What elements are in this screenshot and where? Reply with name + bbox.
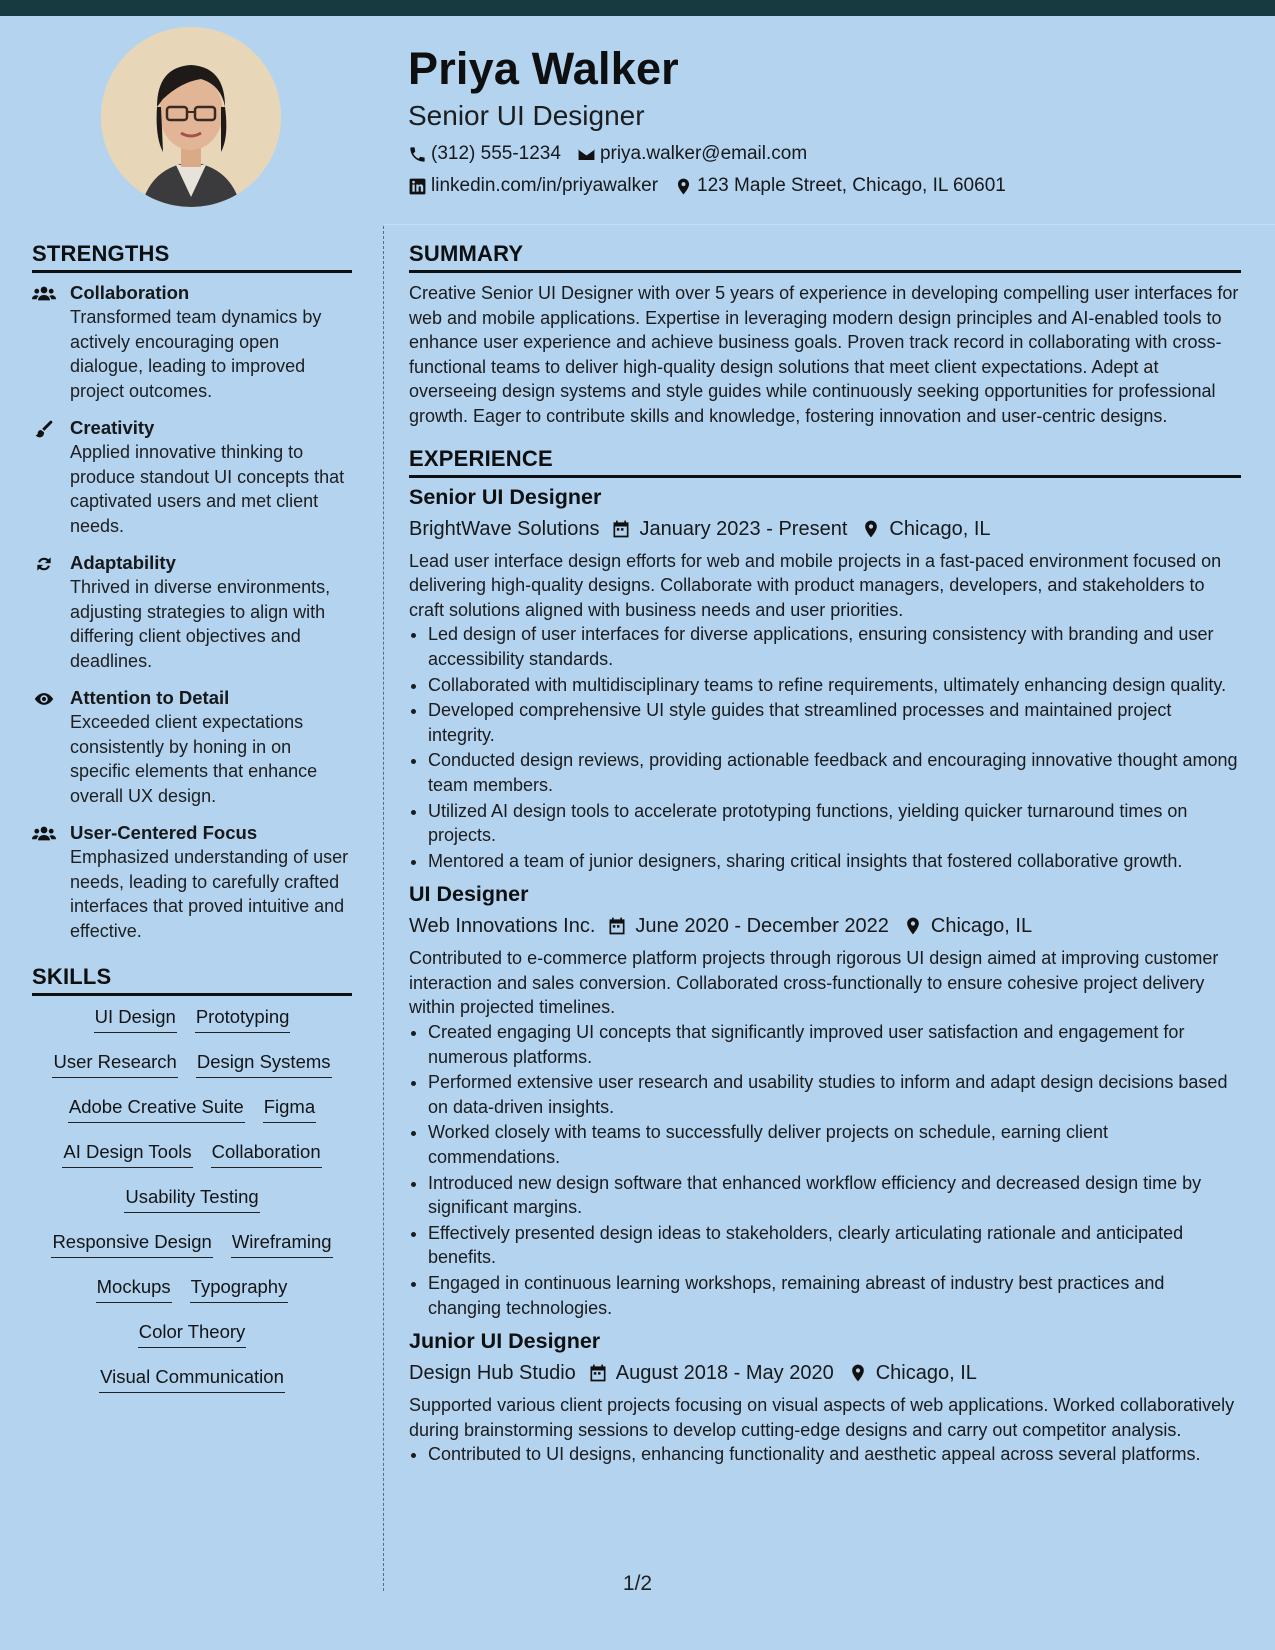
eye-icon [32, 686, 70, 808]
page-number: 1/2 [622, 1572, 653, 1595]
phone-text: (312) 555-1234 [431, 143, 561, 164]
strength-name: User-Centered Focus [70, 822, 258, 843]
strength-name: Creativity [70, 417, 155, 438]
profile-photo [101, 27, 281, 207]
skill-tag: Design Systems [196, 1049, 332, 1078]
job-bullet: • Performed extensive user research and usability studies to inform and adapt design decisions based on data-driven insights. [428, 1070, 1241, 1119]
candidate-title: Senior UI Designer [408, 100, 645, 131]
strength-item [32, 686, 352, 808]
right-column [409, 238, 1241, 1473]
job-bullet: • Conducted design reviews, providing actionable feedback and encouraging innovative thought among team members. [428, 748, 1241, 797]
experience-heading: EXPERIENCE [409, 443, 1241, 478]
job-dates-item [611, 512, 847, 546]
users-icon [32, 821, 70, 943]
job-bullet: • Introduced new design software that enhanced workflow efficiency and decreased design time by significant margins. [428, 1171, 1241, 1220]
skill-tag: Prototyping [195, 1004, 291, 1033]
job-entry [409, 482, 1241, 874]
job-location: Chicago, IL [889, 517, 991, 540]
skill-tag: Usability Testing [124, 1184, 259, 1213]
strength-description: Transformed team dynamics by actively encouraging open dialogue, leading to improved project outcomes. [70, 307, 322, 401]
resume-header [408, 40, 1248, 202]
skill-row [32, 1319, 352, 1364]
strength-item [32, 416, 352, 538]
envelope-icon [577, 145, 596, 164]
job-bullet: • Worked closely with teams to successfully deliver projects on schedule, earning client commendations. [428, 1120, 1241, 1169]
job-bullet: • Mentored a team of junior designers, sharing critical insights that fostered collaborative growth. [428, 849, 1241, 874]
column-divider [383, 226, 384, 1591]
address-text: 123 Maple Street, Chicago, IL 60601 [697, 175, 1006, 196]
strengths-heading: STRENGTHS [32, 238, 352, 273]
skill-row [32, 1184, 352, 1229]
map-pin-icon [903, 916, 923, 936]
job-bullet: • Utilized AI design tools to accelerate prototyping functions, yielding quicker turnaround times on projects. [428, 799, 1241, 848]
left-column [32, 238, 352, 1409]
strength-name: Adaptability [70, 552, 176, 573]
job-bullets [409, 1442, 1241, 1467]
job-description: Supported various client projects focusing on visual aspects of web applications. Worked collaboratively during brainstorming sessions to develop cutting-edge designs and carry out competitor analysis. [409, 1395, 1235, 1440]
skills-heading: SKILLS [32, 961, 352, 996]
job-location-item [903, 909, 1032, 943]
job-location: Chicago, IL [930, 915, 1033, 938]
job-title: UI Designer [409, 882, 529, 907]
experience-list [409, 482, 1241, 1467]
skill-row [32, 1364, 352, 1409]
job-company: Design Hub Studio [409, 1362, 576, 1385]
job-bullet: • Created engaging UI concepts that significantly improved user satisfaction and engagement for numerous platforms. [428, 1020, 1241, 1069]
address-item [674, 175, 1006, 197]
strength-description: Exceeded client expectations consistently by honing in on specific elements that enhance overall UX design. [70, 712, 318, 806]
skill-tag: Mockups [96, 1274, 172, 1303]
job-company: Web Innovations Inc. [409, 915, 596, 938]
job-dates: January 2023 - Present [639, 517, 848, 540]
skill-tag: Wireframing [231, 1229, 333, 1258]
job-location: Chicago, IL [875, 1362, 977, 1385]
map-pin-icon [848, 1363, 868, 1383]
strength-name: Collaboration [70, 282, 190, 303]
skill-tag: Adobe Creative Suite [68, 1094, 245, 1123]
skill-tag: User Research [52, 1049, 177, 1078]
skills-list [32, 1004, 352, 1409]
skill-tag: Color Theory [138, 1319, 247, 1348]
email-text[interactable]: priya.walker@email.com [599, 143, 808, 164]
job-title: Senior UI Designer [409, 484, 602, 509]
skill-tag: Typography [190, 1274, 289, 1303]
strength-description: Applied innovative thinking to produce standout UI concepts that captivated users and met client needs. [70, 442, 345, 536]
contact-row-2 [408, 170, 1248, 202]
strength-description: Emphasized understanding of user needs, leading to carefully crafted interfaces that proved intuitive and effective. [70, 847, 349, 941]
phone-item [408, 143, 561, 165]
linkedin-text[interactable]: linkedin.com/in/priyawalker [431, 175, 659, 196]
job-bullet: • Effectively presented design ideas to stakeholders, clearly articulating rationale and anticipated benefits. [428, 1221, 1241, 1270]
strength-item [32, 821, 352, 943]
sync-icon [32, 551, 70, 673]
job-bullets [409, 622, 1241, 873]
job-bullet: • Collaborated with multidisciplinary teams to refine requirements, ultimately enhancing design quality. [428, 673, 1241, 698]
skill-tag: UI Design [94, 1004, 177, 1033]
strength-item [32, 281, 352, 403]
skill-tag: Figma [263, 1094, 316, 1123]
strengths-list [32, 281, 352, 943]
users-icon [32, 281, 70, 403]
job-title: Junior UI Designer [409, 1329, 601, 1354]
phone-icon [408, 145, 427, 164]
job-dates: August 2018 - May 2020 [615, 1362, 834, 1385]
calendar-icon [611, 519, 631, 539]
job-meta [409, 512, 1241, 546]
job-bullet: • Led design of user interfaces for diverse applications, ensuring consistency with branding and user accessibility standards. [428, 622, 1241, 671]
job-bullet: • Engaged in continuous learning workshops, remaining abreast of industry best practices and changing technologies. [428, 1271, 1241, 1320]
job-bullets [409, 1020, 1241, 1320]
calendar-icon [588, 1363, 608, 1383]
skill-tag: Collaboration [211, 1139, 322, 1168]
skill-row [32, 1139, 352, 1184]
job-dates: June 2020 - December 2022 [635, 915, 889, 938]
job-location-item [861, 512, 990, 546]
job-description: Lead user interface design efforts for web and mobile projects in a fast-paced environment focused on delivering high-quality designs. Collaborate with product managers, developers, and stakeholders to craft solutions aligned with business needs and user priorities. [409, 550, 1222, 620]
summary-text: Creative Senior UI Designer with over 5 years of experience in developing compelling user interfaces for web and mobile applications. Expertise in leveraging modern design principles and AI-enabled tools to enhance user experience and achieve business goals. Proven track record in collaborating with cross-functional teams to deliver high-quality design solutions that meet client expectations. Adept at overseeing design systems and style guides while continuously seeking opportunities for professional growth. Eager to contribute skills and knowledge, fostering innovation and user-centric designs. [409, 283, 1239, 426]
strength-name: Attention to Detail [70, 687, 230, 708]
linkedin-item[interactable] [408, 175, 658, 197]
contact-row-1 [408, 138, 1248, 170]
header-divider [384, 224, 1275, 225]
email-item[interactable] [577, 143, 807, 165]
strength-description: Thrived in diverse environments, adjusting strategies to align with differing client objectives and deadlines. [70, 577, 331, 671]
job-company: BrightWave Solutions [409, 517, 600, 540]
job-dates-item [607, 909, 889, 943]
job-bullet: • Contributed to UI designs, enhancing functionality and aesthetic appeal across several platforms. [428, 1442, 1241, 1467]
job-meta [409, 1356, 1241, 1390]
map-pin-icon [674, 177, 693, 196]
strength-item [32, 551, 352, 673]
candidate-name: Priya Walker [408, 43, 679, 94]
top-accent-bar [0, 0, 1275, 16]
job-entry [409, 1326, 1241, 1467]
skill-tag: AI Design Tools [62, 1139, 192, 1168]
job-location-item [848, 1356, 977, 1390]
map-pin-icon [861, 519, 881, 539]
summary-heading: SUMMARY [409, 238, 1241, 273]
job-description: Contributed to e-commerce platform projects through rigorous UI design aimed at improving customer interaction and sales conversion. Collaborated cross-functionally to ensure cohesive project delivery within projected timelines. [409, 948, 1219, 1018]
calendar-icon [607, 916, 627, 936]
skill-row [32, 1229, 352, 1274]
brush-icon [32, 416, 70, 538]
job-bullet: • Developed comprehensive UI style guides that streamlined processes and maintained project integrity. [428, 698, 1241, 747]
skill-row [32, 1049, 352, 1094]
skill-tag: Responsive Design [51, 1229, 212, 1258]
skill-row [32, 1094, 352, 1139]
linkedin-icon [408, 177, 427, 196]
job-entry [409, 879, 1241, 1320]
skill-row [32, 1004, 352, 1049]
skill-tag: Visual Communication [99, 1364, 285, 1393]
job-dates-item [588, 1356, 834, 1390]
skill-row [32, 1274, 352, 1319]
job-meta [409, 909, 1241, 943]
